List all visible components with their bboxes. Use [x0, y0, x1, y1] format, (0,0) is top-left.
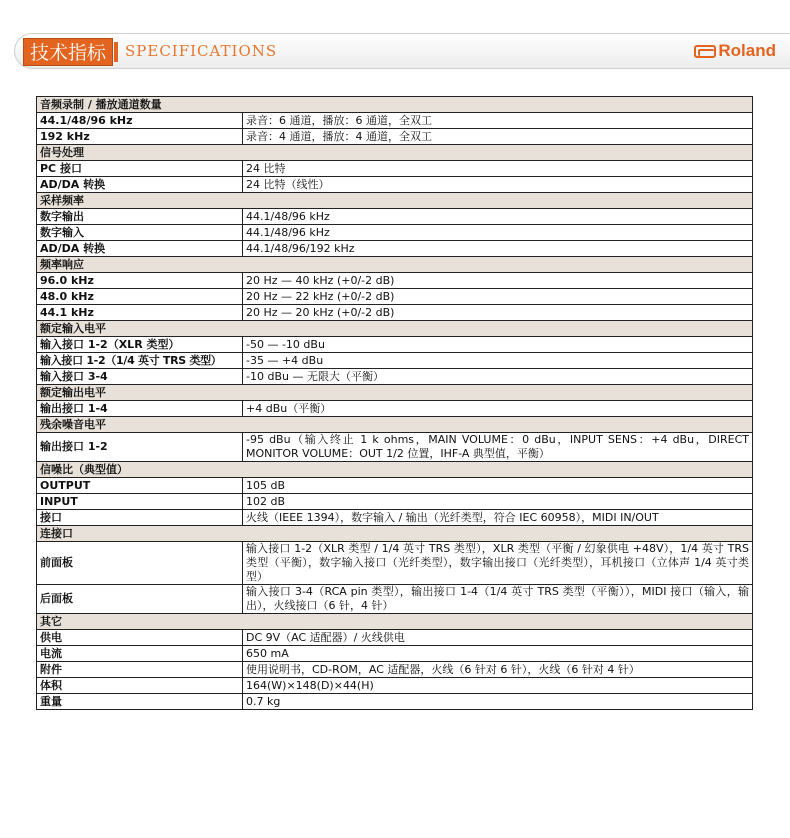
section-title: 额定输出电平: [37, 385, 753, 401]
spec-value: 105 dB: [243, 478, 753, 494]
section-title: 残余噪音电平: [37, 417, 753, 433]
section-header: [37, 145, 753, 161]
table-row: [37, 678, 753, 694]
section-title: 连接口: [37, 526, 753, 542]
page-subtitle: SPECIFICATIONS: [125, 42, 278, 60]
table-row: [37, 630, 753, 646]
table-row: [37, 161, 753, 177]
section-header: [37, 462, 753, 478]
spec-key: PC 接口: [37, 161, 243, 177]
section-header: [37, 257, 753, 273]
spec-key: INPUT: [37, 494, 243, 510]
spec-key: 重量: [37, 694, 243, 710]
spec-value: 102 dB: [243, 494, 753, 510]
spec-key: 电流: [37, 646, 243, 662]
spec-value: 录音：6 通道，播放：6 通道，全双工: [243, 113, 753, 129]
spec-key: 体积: [37, 678, 243, 694]
section-title: 频率响应: [37, 257, 753, 273]
spec-key: AD/DA 转换: [37, 241, 243, 257]
table-row: [37, 305, 753, 321]
spec-key: 供电: [37, 630, 243, 646]
section-title: 其它: [37, 614, 753, 630]
header-banner: [14, 33, 790, 69]
roland-mark-icon: [694, 45, 716, 58]
section-title: 音频录制 / 播放通道数量: [37, 97, 753, 113]
spec-key: 44.1 kHz: [37, 305, 243, 321]
spec-value: -95 dBu（输入终止 1 k ohms，MAIN VOLUME：0 dBu，INPUT SENS：+4 dBu，DIRECT MONITOR VOLUME：OUT 1/2 位置，IHF-A 典型值，平衡）: [243, 433, 753, 462]
spec-key: 附件: [37, 662, 243, 678]
table-row: [37, 241, 753, 257]
section-header: [37, 526, 753, 542]
section-header: [37, 97, 753, 113]
spec-key: 数字输出: [37, 209, 243, 225]
spec-key: 96.0 kHz: [37, 273, 243, 289]
spec-value: 输入接口 3-4（RCA pin 类型），输出接口 1-4（1/4 英寸 TRS 类型（平衡）），MIDI 接口（输入，输出），火线接口（6 针，4 针）: [243, 585, 753, 614]
spec-key: 48.0 kHz: [37, 289, 243, 305]
table-row: [37, 337, 753, 353]
spec-key: 输入接口 3-4: [37, 369, 243, 385]
table-row: [37, 510, 753, 526]
spec-key: 44.1/48/96 kHz: [37, 113, 243, 129]
spec-value: 20 Hz — 20 kHz (+0/-2 dB): [243, 305, 753, 321]
spec-key: 接口: [37, 510, 243, 526]
spec-key: 前面板: [37, 542, 243, 585]
table-row: [37, 478, 753, 494]
spec-value: -35 — +4 dBu: [243, 353, 753, 369]
table-row: [37, 225, 753, 241]
table-row: [37, 433, 753, 462]
spec-value: -50 — -10 dBu: [243, 337, 753, 353]
spec-value: DC 9V（AC 适配器）/ 火线供电: [243, 630, 753, 646]
table-row: [37, 353, 753, 369]
spec-value: 44.1/48/96 kHz: [243, 209, 753, 225]
table-row: [37, 209, 753, 225]
table-row: [37, 177, 753, 193]
table-row: [37, 273, 753, 289]
spec-value: 输入接口 1-2（XLR 类型 / 1/4 英寸 TRS 类型），XLR 类型（平衡 / 幻象供电 +48V），1/4 英寸 TRS 类型（平衡），数字输入接口（光纤类型），数字输出接口（光纤类型），耳机接口（立体声 1/4 英寸类型）: [243, 542, 753, 585]
table-row: [37, 129, 753, 145]
spec-value: 24 比特: [243, 161, 753, 177]
table-row: [37, 585, 753, 614]
section-header: [37, 321, 753, 337]
spec-value: 火线（IEEE 1394），数字输入 / 输出（光纤类型，符合 IEC 60958），MIDI IN/OUT: [243, 510, 753, 526]
spec-key: 输出接口 1-2: [37, 433, 243, 462]
spec-key: OUTPUT: [37, 478, 243, 494]
spec-key: 后面板: [37, 585, 243, 614]
spec-value: 44.1/48/96 kHz: [243, 225, 753, 241]
table-row: [37, 542, 753, 585]
table-row: [37, 694, 753, 710]
spec-key: 输入接口 1-2（1/4 英寸 TRS 类型）: [37, 353, 243, 369]
spec-value: 0.7 kg: [243, 694, 753, 710]
spec-key: 192 kHz: [37, 129, 243, 145]
spec-table: [36, 96, 753, 710]
spec-value: 录音：4 通道，播放：4 通道，全双工: [243, 129, 753, 145]
page-title: 技术指标: [23, 38, 113, 66]
spec-value: 使用说明书，CD-ROM，AC 适配器，火线（6 针对 6 针），火线（6 针对 4 针）: [243, 662, 753, 678]
spec-value: 650 mA: [243, 646, 753, 662]
spec-value: 44.1/48/96/192 kHz: [243, 241, 753, 257]
roland-logo: [694, 41, 776, 61]
spec-key: AD/DA 转换: [37, 177, 243, 193]
spec-key: 数字输入: [37, 225, 243, 241]
spec-value: 164(W)×148(D)×44(H): [243, 678, 753, 694]
section-header: [37, 614, 753, 630]
section-title: 采样频率: [37, 193, 753, 209]
spec-key: 输入接口 1-2（XLR 类型）: [37, 337, 243, 353]
section-header: [37, 385, 753, 401]
spec-key: 输出接口 1-4: [37, 401, 243, 417]
table-row: [37, 113, 753, 129]
section-header: [37, 417, 753, 433]
section-title: 额定输入电平: [37, 321, 753, 337]
table-row: [37, 289, 753, 305]
section-title: 信号处理: [37, 145, 753, 161]
spec-value: 20 Hz — 22 kHz (+0/-2 dB): [243, 289, 753, 305]
spec-value: 20 Hz — 40 kHz (+0/-2 dB): [243, 273, 753, 289]
spec-value: 24 比特（线性）: [243, 177, 753, 193]
table-row: [37, 494, 753, 510]
table-row: [37, 646, 753, 662]
table-row: [37, 401, 753, 417]
table-row: [37, 662, 753, 678]
table-row: [37, 369, 753, 385]
section-header: [37, 193, 753, 209]
spec-value: -10 dBu — 无限大（平衡）: [243, 369, 753, 385]
section-title: 信噪比（典型值）: [37, 462, 753, 478]
spec-value: +4 dBu（平衡）: [243, 401, 753, 417]
brand-name: Roland: [718, 41, 776, 60]
